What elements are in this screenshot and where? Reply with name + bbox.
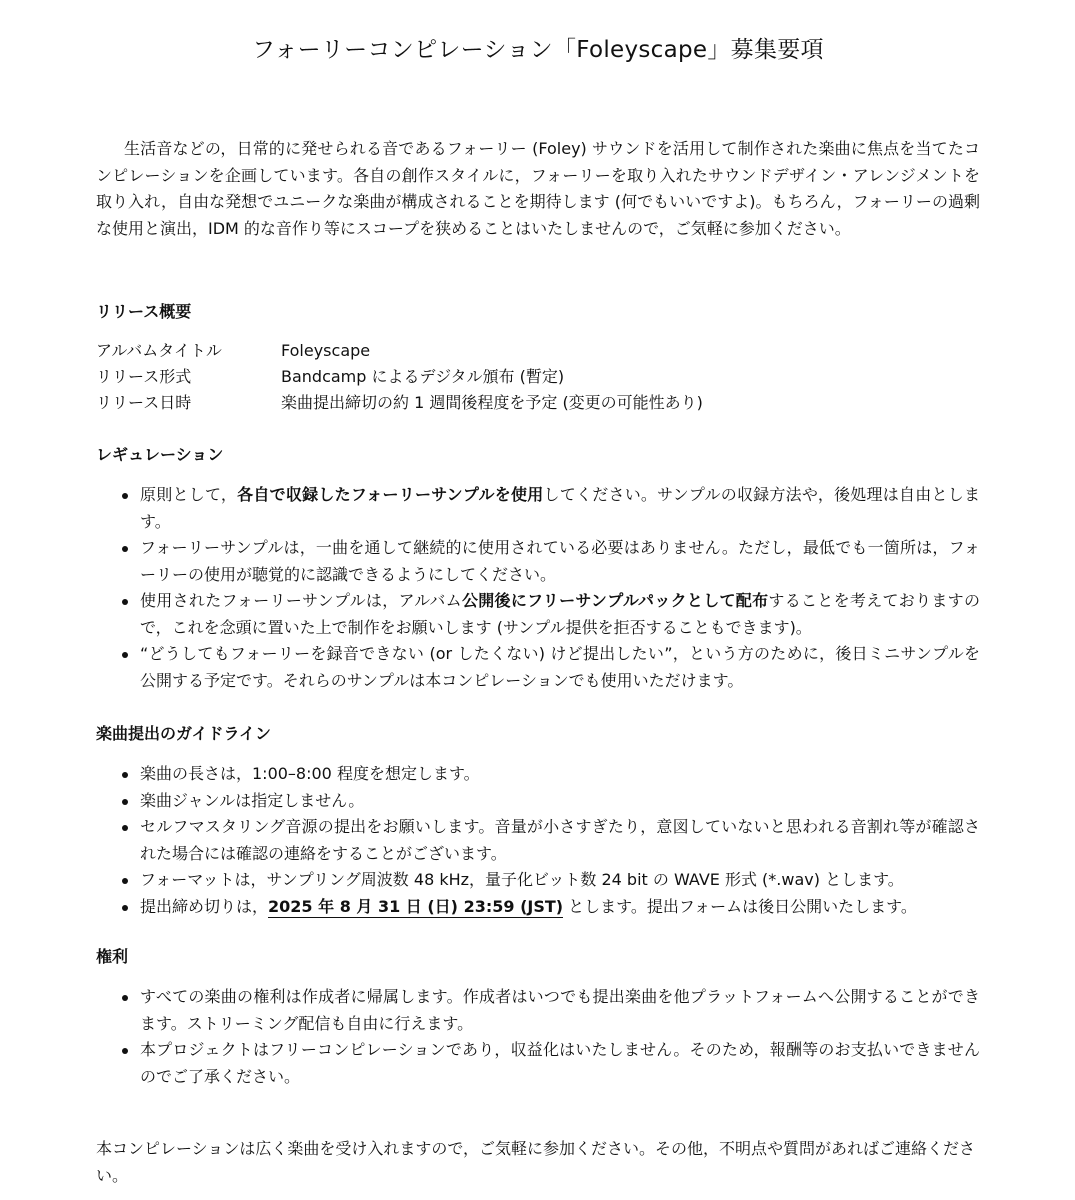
list-item: フォーマットは，サンプリング周波数 48 kHz，量子化ビット数 24 bit の WAVE 形式 (*.wav) とします。: [96, 867, 980, 894]
list-item: 楽曲の長さは，1:00–8:00 程度を想定します。: [96, 761, 980, 788]
regulation-heading: レギュレーション: [96, 445, 224, 464]
release-value: Foleyscape: [281, 341, 371, 360]
bullet-icon: [122, 546, 128, 552]
bullet-icon: [122, 905, 128, 911]
rights-list: [96, 984, 980, 1090]
guideline-heading: 楽曲提出のガイドライン: [96, 724, 272, 743]
intro-paragraph: 生活音などの，日常的に発せられる音であるフォーリー (Foley) サウンドを活用して制作された楽曲に焦点を当てたコンピレーションを企画しています。各自の創作スタイルに，フォーリーを取り入れたサウンドデザイン・アレンジメントを取り入れ，自由な発想でユニークな楽曲が構成されることを期待します (何でもいいですよ)。もちろん，フォーリーの過剰な使用と演出，IDM 的な音作り等にスコープを狭めることはいたしませんので，ご気軽に参加ください。: [96, 139, 980, 238]
deadline-date: 2025 年 8 月 31 日 (日) 23:59 (JST): [268, 896, 564, 916]
guideline-list: [96, 761, 980, 920]
list-item: 使用されたフォーリーサンプルは，アルバム公開後にフリーサンプルパックとして配布することを考えておりますので，これを念頭に置いた上で制作をお願いします (サンプル提供を拒否することもできます)。: [96, 588, 980, 641]
closing-paragraph: 本コンピレーションは広く楽曲を受け入れますので，ご気軽に参加ください。その他，不明点や質問があればご連絡ください。: [96, 1139, 976, 1185]
release-value: 楽曲提出締切の約 1 週間後程度を予定 (変更の可能性あり): [281, 393, 703, 412]
bullet-icon: [122, 995, 128, 1001]
bullet-icon: [122, 652, 128, 658]
release-key: リリース形式: [96, 367, 192, 386]
bullet-icon: [122, 772, 128, 778]
list-item: 楽曲ジャンルは指定しません。: [96, 788, 980, 815]
release-value: Bandcamp によるデジタル頒布 (暫定): [281, 367, 565, 386]
release-table: [96, 338, 980, 416]
list-item: 本プロジェクトはフリーコンピレーションであり，収益化はいたしません。そのため，報酬等のお支払いできませんのでご了承ください。: [96, 1037, 980, 1090]
bullet-icon: [122, 599, 128, 605]
bullet-icon: [122, 799, 128, 805]
bullet-icon: [122, 878, 128, 884]
list-item: 原則として，各自で収録したフォーリーサンプルを使用してください。サンプルの収録方法や，後処理は自由とします。: [96, 482, 980, 535]
release-key: アルバムタイトル: [96, 341, 222, 360]
page-title: フォーリーコンピレーション「Foleyscape」募集要項: [252, 37, 824, 63]
release-heading: リリース概要: [96, 302, 192, 321]
list-item: 提出締め切りは，2025 年 8 月 31 日 (日) 23:59 (JST) とします。提出フォームは後日公開いたします。: [96, 894, 980, 921]
release-row: [96, 364, 980, 390]
rights-heading: 権利: [96, 947, 129, 966]
bullet-icon: [122, 1048, 128, 1054]
bullet-icon: [122, 493, 128, 499]
bullet-icon: [122, 825, 128, 831]
list-item: フォーリーサンプルは，一曲を通して継続的に使用されている必要はありません。ただし，最低でも一箇所は，フォーリーの使用が聴覚的に認識できるようにしてください。: [96, 535, 980, 588]
list-item: “どうしてもフォーリーを録音できない (or したくない) けど提出したい”，という方のために，後日ミニサンプルを公開する予定です。それらのサンプルは本コンピレーションでも使用いただけます。: [96, 641, 980, 694]
release-row: [96, 390, 980, 416]
release-row: [96, 338, 980, 364]
list-item: すべての楽曲の権利は作成者に帰属します。作成者はいつでも提出楽曲を他プラットフォームへ公開することができます。ストリーミング配信も自由に行えます。: [96, 984, 980, 1037]
release-key: リリース日時: [96, 393, 192, 412]
list-item: セルフマスタリング音源の提出をお願いします。音量が小さすぎたり，意図していないと思われる音割れ等が確認された場合には確認の連絡をすることがございます。: [96, 814, 980, 867]
regulation-list: [96, 482, 980, 694]
